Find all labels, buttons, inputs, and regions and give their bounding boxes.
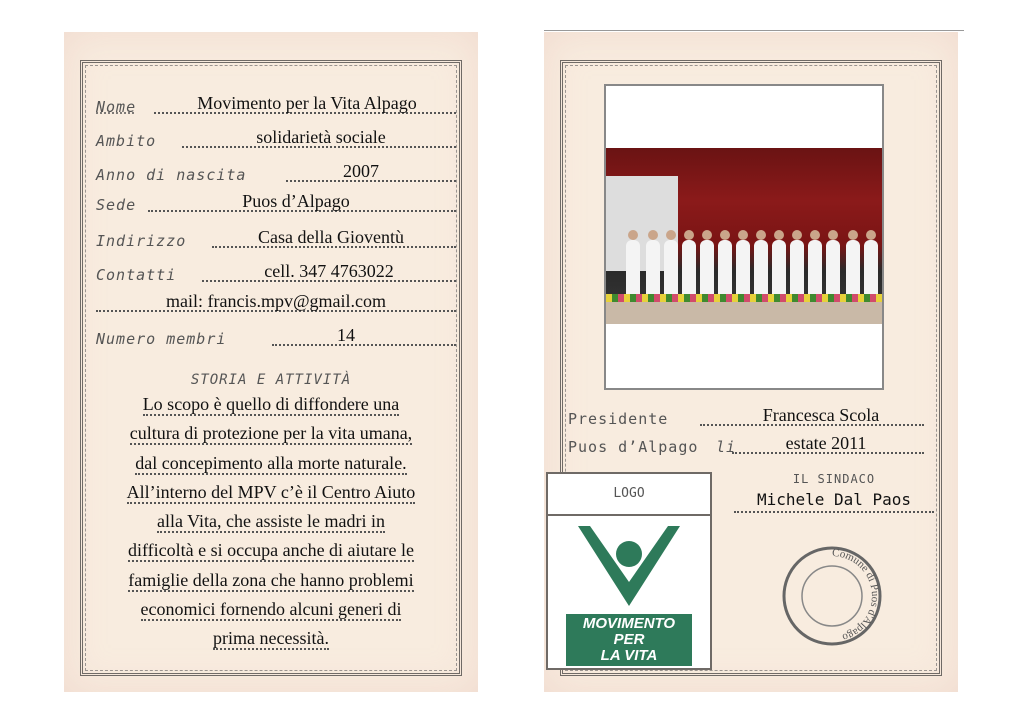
section-title: STORIA E ATTIVITÀ — [190, 372, 352, 388]
field-luogo-data — [568, 434, 924, 458]
field-presidente — [568, 406, 924, 430]
field-indirizzo — [96, 224, 456, 252]
logo-label: LOGO — [548, 474, 710, 516]
svg-text:Comune di Puos d'Alpago — [832, 547, 881, 644]
logo-text: LA VITA — [600, 647, 658, 664]
right-page — [544, 32, 958, 692]
field-nome — [96, 90, 456, 118]
field-anno — [96, 158, 456, 186]
field-membri — [96, 322, 456, 350]
field-contatti — [96, 258, 456, 286]
field-value: cell. 347 4763022 — [264, 261, 394, 281]
left-page — [64, 32, 478, 692]
story-line: Lo scopo è quello di diffondere una — [142, 394, 400, 414]
field-label: Puos d’Alpago — [568, 438, 699, 456]
story-text — [88, 390, 454, 654]
field-value: estate 2011 — [785, 433, 867, 453]
field-label: Sede — [96, 196, 137, 214]
stamp-text: Comune di Puos d'Alpago — [831, 546, 882, 644]
field-email — [96, 288, 456, 316]
field-label: Presidente — [568, 410, 669, 428]
field-value: mail: francis.mpv@gmail.com — [165, 291, 387, 311]
sindaco-label: IL SINDACO — [792, 472, 876, 486]
field-label: Anno di nascita — [96, 166, 247, 184]
field-label: Ambito — [96, 132, 157, 150]
field-label: Indirizzo — [96, 232, 187, 250]
group-photo — [604, 84, 884, 390]
top-rule — [544, 30, 964, 31]
field-sede — [96, 188, 456, 216]
logo-box — [546, 472, 712, 670]
field-label: Numero membri — [96, 330, 227, 348]
field-value: solidarietà sociale — [256, 127, 386, 147]
story-line: cultura di protezione per la vita umana, — [129, 423, 413, 444]
story-line: famiglie della zona che hanno problemi — [128, 569, 414, 590]
logo-text: MOVIMENTO — [582, 615, 676, 632]
field-value: Francesca Scola — [762, 405, 880, 425]
story-line: dal concepimento alla morte naturale. — [135, 452, 407, 473]
story-line: alla Vita, che assiste le madri in — [156, 511, 385, 532]
story-line: economici fornendo alcuni generi di — [140, 599, 402, 620]
field-ambito — [96, 124, 456, 152]
field-value: Movimento per la Vita Alpago — [197, 93, 417, 113]
field-value: 2007 — [343, 161, 379, 181]
story-line: difficoltà e si occupa anche di aiutare le — [127, 540, 415, 561]
story-line: All’interno del MPV c’è il Centro Aiuto — [126, 481, 416, 502]
field-value: Puos d’Alpago — [242, 191, 350, 211]
field-label: Contatti — [96, 266, 177, 284]
field-value: 14 — [337, 325, 355, 345]
logo-text: PER — [613, 631, 645, 648]
field-suffix: li — [716, 438, 737, 456]
story-line: prima necessità. — [213, 628, 329, 649]
sindaco-name: Michele Dal Paos — [734, 490, 934, 513]
field-label: Nome — [96, 98, 137, 116]
municipal-stamp-icon — [780, 544, 884, 648]
field-value: Casa della Gioventù — [258, 227, 404, 247]
stage-photo — [606, 148, 882, 324]
